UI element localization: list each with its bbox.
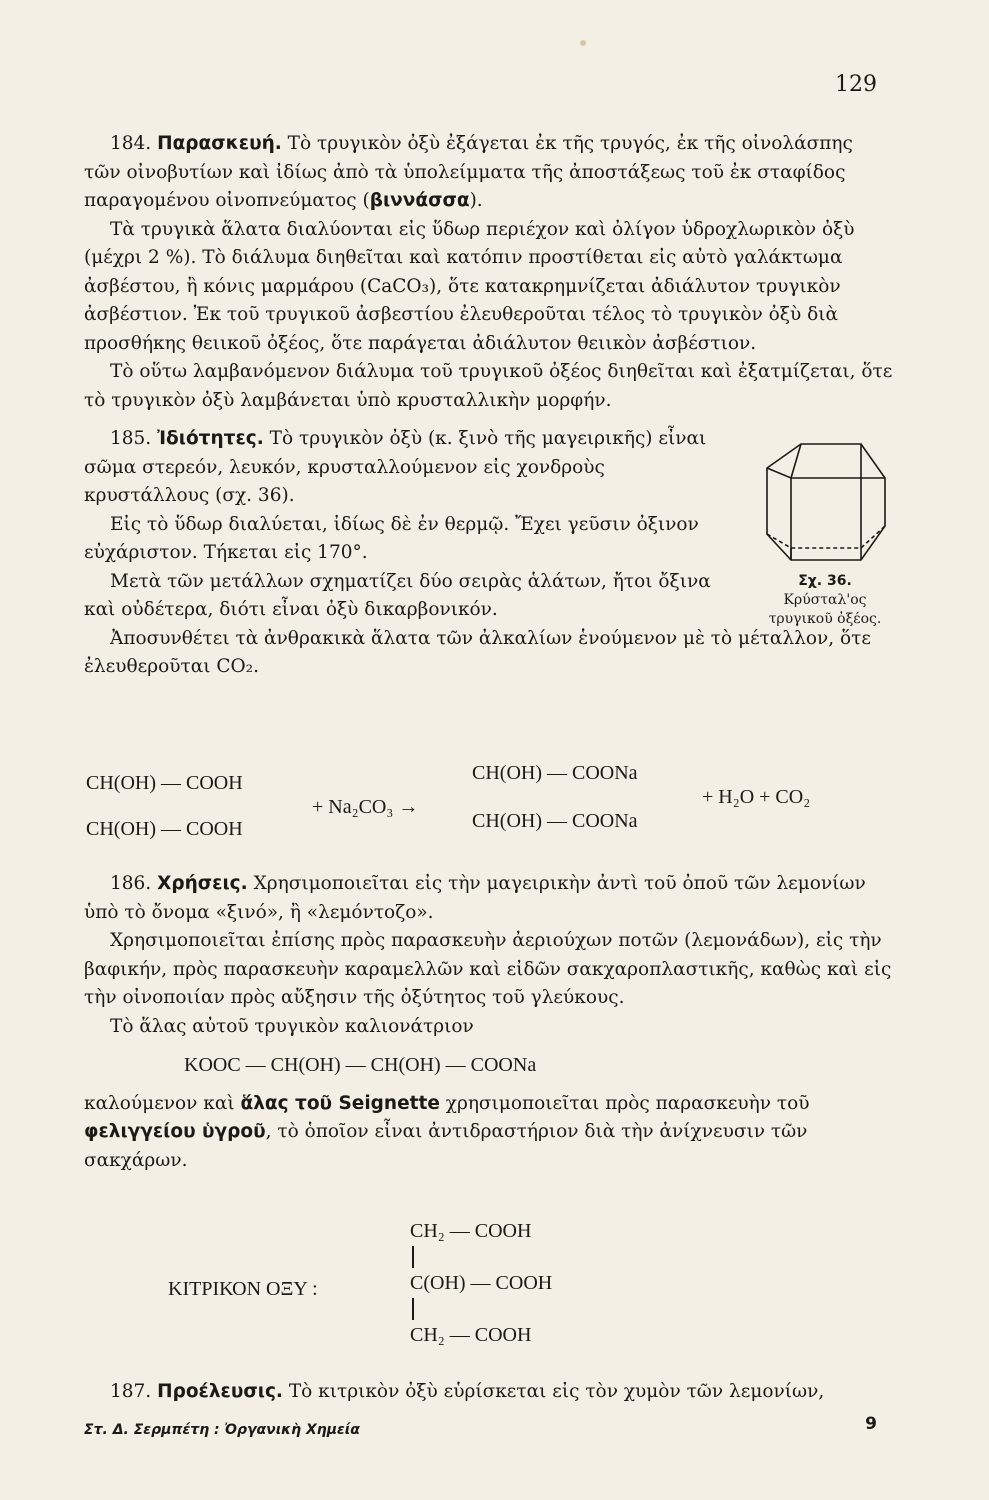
section-186-title: Χρήσεις. — [157, 873, 248, 894]
reaction-right-top: CH(OH) — COONa — [472, 762, 638, 784]
reaction-right-bottom: CH(OH) — COONa — [472, 810, 638, 832]
paper-speck — [580, 40, 586, 46]
section-184-title: Παρασκευή. — [157, 133, 282, 154]
citric-bond-1 — [412, 1246, 414, 1268]
section-185-title: Ἰδιότητες. — [157, 428, 264, 449]
section-186-para-2: Χρησιμοποιεῖται ἐπίσης πρὸς παρασκευὴν ἀεριούχων ποτῶν (λεμονάδων), εἰς τὴν βαφικήν, πρὸς παρασκευὴν καραμελλῶν καὶ εἰδῶν σακχαροπλαστικῆς, καθὼς καὶ εἰς τὴν οἰνοποιίαν πρὸς αὔξησιν τῆς ὀξύτητος τοῦ γλεύκους. — [84, 930, 892, 1008]
section-184-para-3: Τὸ οὕτω λαμβανόμενον διάλυμα τοῦ τρυγικοῦ ὀξέος διηθεῖται καὶ ἐξατμίζεται, ὅτε τὸ τρυγικὸν ὀξὺ λαμβάνεται ὑπὸ κρυσταλλικὴν μορφήν. — [84, 361, 893, 411]
citric-mid: C(OH) — COOH — [410, 1272, 553, 1294]
section-185-para-3: Μετὰ τῶν μετάλλων σχηματίζει δύο σειρὰς ἁλάτων, ἤτοι ὄξινα καὶ οὐδέτερα, διότι εἶναι ὀξὺ δικαρβονικόν. — [84, 570, 711, 620]
crystal-figure — [761, 438, 889, 566]
reaction-reagent: + Na₂CO₃ → — [312, 796, 419, 818]
reaction-left-top: CH(OH) — COOH — [86, 772, 243, 794]
section-187: 187. Προέλευσις. Τὸ κιτρικὸν ὀξὺ εὑρίσκεται εἰς τὸν χυμὸν τῶν λεμονίων, — [110, 1381, 825, 1402]
section-186 — [84, 870, 894, 1175]
citric-label: ΚΙΤΡΙΚΟΝ ΟΞΥ : — [168, 1278, 318, 1300]
section-184-intro: 184. Παρασκευή. Τὸ τρυγικὸν ὀξὺ ἐξάγεται ἐκ τῆς τρυγός, ἐκ τῆς οἰνολάσπης τῶν οἰνοβυτίων καὶ ἰδίως ἀπὸ τὰ ὑπολείμματα τῆς ἀποστάξεως τοῦ ἐκ σταφίδος παραγομένου οἰνοπνεύματος (βιννάσσα). — [84, 133, 853, 211]
section-187-title: Προέλευσις. — [157, 1381, 283, 1402]
citric-bond-2 — [412, 1298, 414, 1320]
section-186-para-3: Τὸ ἅλας αὐτοῦ τρυγικὸν καλιονάτριον — [110, 1015, 474, 1037]
citric-bottom: CH₂ — COOH — [410, 1324, 532, 1346]
seignette-formula: KOOC — CH(OH) — CH(OH) — COONa — [184, 1054, 537, 1076]
section-185-para-2: Εἰς τὸ ὕδωρ διαλύεται, ἰδίως δὲ ἐν θερμῷ. Ἔχει γεῦσιν ὀξινον εὐχάριστον. Τήκεται εἰς 170°. — [84, 513, 699, 563]
figure-36 — [759, 438, 891, 629]
section-186-intro: 186. Χρήσεις. Χρησιμοποιεῖται εἰς τὴν μαγειρικὴν ἀντὶ τοῦ ὀποῦ τῶν λεμονίων ὑπὸ τὸ ὄνομα «ξινό», ἢ «λεμόντοζο». — [84, 873, 866, 923]
section-185-intro: 185. Ἰδιότητες. Τὸ τρυγικὸν ὀξὺ (κ. ξινὸ τῆς μαγειρικῆς) εἶναι σῶμα στερεόν, λευκόν, κρυσταλλούμενον εἰς χονδροὺς κρυστάλλους (σχ. 36). — [84, 428, 707, 506]
footer-signature-number: 9 — [865, 1414, 877, 1434]
section-186-para-4: καλούμενον καὶ ἅλας τοῦ Seignette χρησιμοποιεῖται πρὸς παρασκευὴν τοῦ φελιγγείου ὑγροῦ, τὸ ὁποῖον εἶναι ἀντιδραστήριον διὰ τὴν ἀνίχνευσιν τῶν σακχάρων. — [84, 1092, 810, 1171]
section-185-wrap — [84, 425, 734, 625]
reaction-products: + H₂O + CO₂ — [702, 786, 811, 808]
footer-author-title: Στ. Δ. Σερμπέτη : Ὀργανικὴ Χημεία — [84, 1422, 360, 1438]
section-185-para-4: Ἀποσυνθέτει τὰ ἀνθρακικὰ ἅλατα τῶν ἀλκαλίων ἑνούμενον μὲ τὸ μέταλλον, ὅτε ἐλευθεροῦται CO₂. — [84, 627, 871, 677]
page-number: 129 — [835, 72, 877, 97]
figure-caption: Σχ. 36. Κρύσταλ'ος τρυγικοῦ ὀξέος. — [768, 573, 882, 627]
section-184-para-2: Τὰ τρυγικὰ ἅλατα διαλύονται εἰς ὕδωρ περιέχον καὶ ὀλίγον ὑδροχλωρικὸν ὀξὺ (μέχρι 2 %). Τὸ διάλυμα διηθεῖται καὶ κατόπιν προστίθεται εἰς αὐτὸ γαλάκτωμα ἀσβέστου, ἢ κόνις μαρμάρου (CaCO₃), ὅτε κατακρημνίζεται ἀδιάλυτον τρυγικὸν ἀσβέστιον. Ἐκ τοῦ τρυγικοῦ ἀσβεστίου ἐλευθεροῦται τέλος τὸ τρυγικὸν ὀξὺ διὰ προσθήκης θειικοῦ ὀξέος, ὅτε παράγεται ἀδιάλυτον θειικὸν ἀσβέστιον. — [84, 218, 855, 354]
reaction-left-bottom: CH(OH) — COOH — [86, 818, 243, 840]
citric-top: CH₂ — COOH — [410, 1220, 532, 1242]
